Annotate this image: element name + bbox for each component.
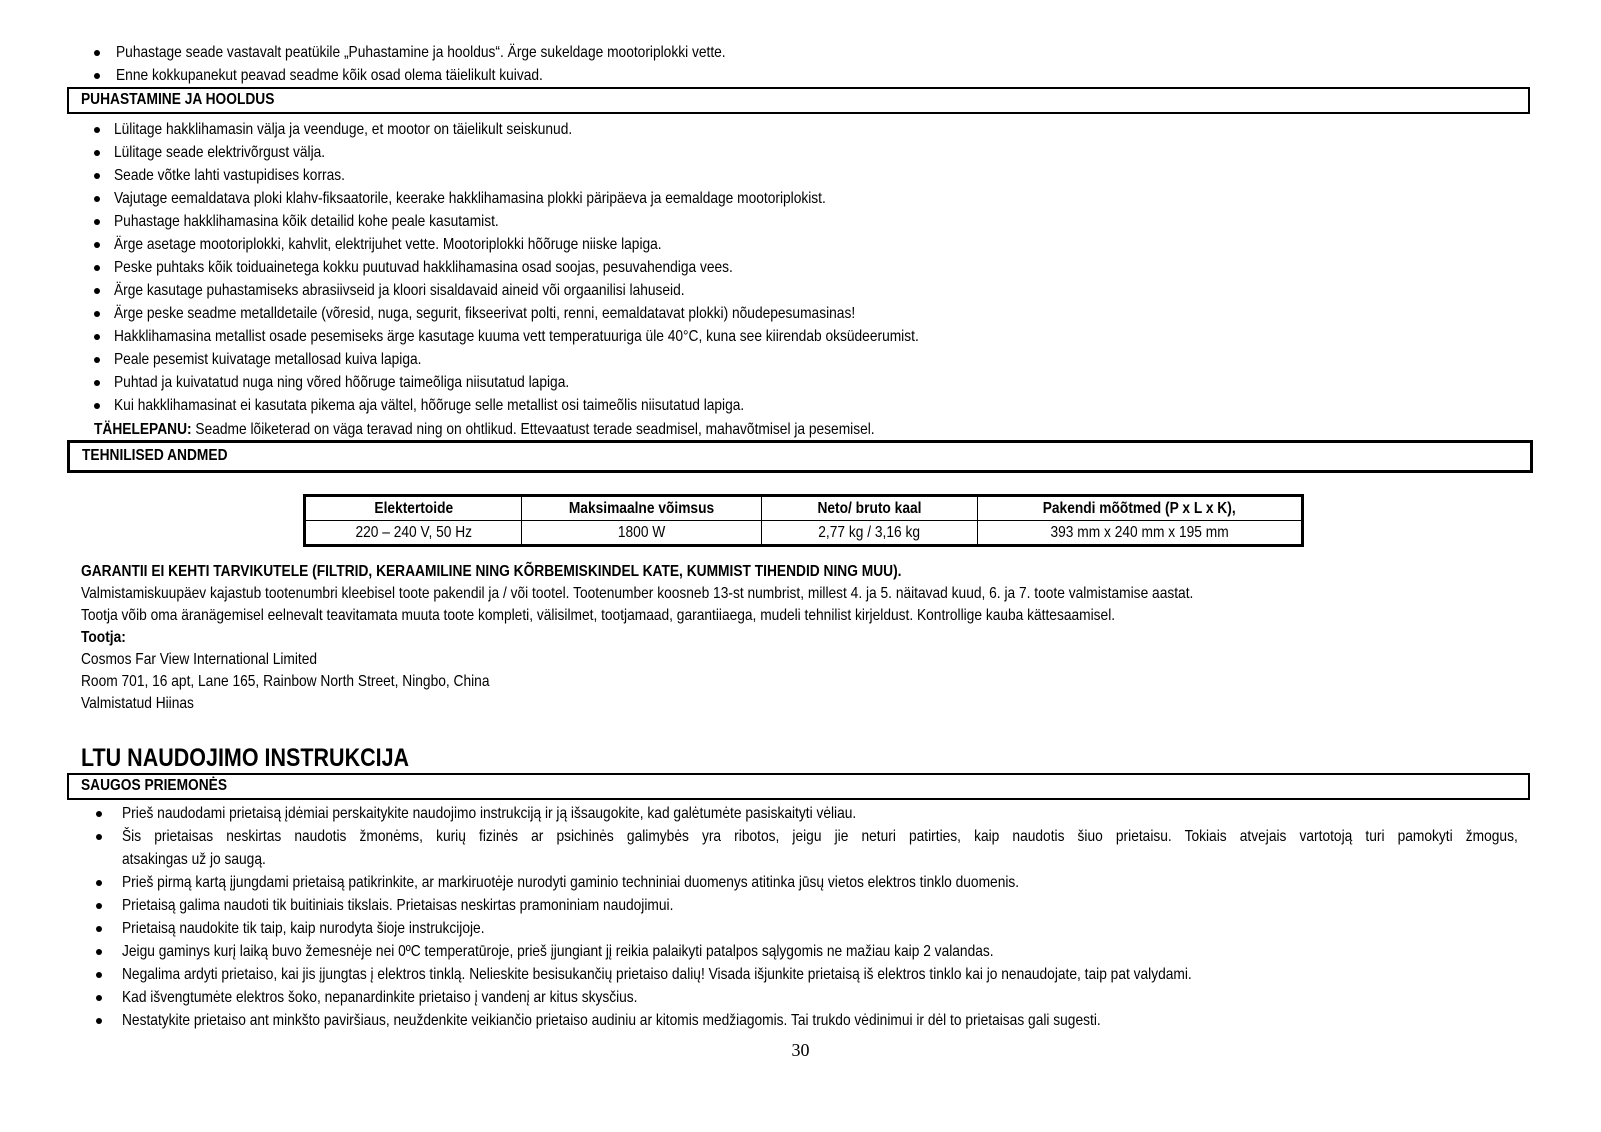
table-cell: 220 – 240 V, 50 Hz	[305, 521, 522, 546]
production-date-info: Valmistamiskuupäev kajastub tootenumbri kleebisel toote pakendil ja / või tootel. Tootenumber koosneb 13-st numbrist, millest 4. ja 5. näitavad kuud, 6. ja 7. toote valmistamise aastat.	[81, 585, 1194, 602]
safety-bullet-list	[96, 802, 1518, 1032]
list-item: Peale pesemist kuivatage metallosad kuiva lapiga.	[90, 348, 1050, 371]
table-header-cell: Elektertoide	[305, 496, 522, 521]
list-item-line: Šis prietaisas neskirtas naudotis žmonėms, kurių fizinės ar psichinės galimybės yra ribotos, jeigu jie neturi patirties, kaip naudotis šiuo prietaisu. Tokiais atvejais vartotoją turi pamokyti žmogus,	[122, 828, 1518, 845]
warranty-notice: GARANTII EI KEHTI TARVIKUTELE (FILTRID, KERAAMILINE NING KÕRBEMISKINDEL KATE, KUMMIST TIHENDID NING MUU).	[81, 563, 902, 580]
table-header-cell: Pakendi mõõtmed (P x L x K),	[978, 496, 1303, 521]
note-label: TÄHELEPANU:	[94, 421, 192, 438]
manufacturer-name: Cosmos Far View International Limited	[81, 651, 318, 668]
list-item: Kad išvengtumėte elektros šoko, nepanardinkite prietaiso į vandenį ar kitus skysčius.	[96, 986, 1518, 1009]
list-item: Lülitage seade elektrivõrgust välja.	[90, 141, 1050, 164]
section-heading-cleaning: PUHASTAMINE JA HOOLDUS	[67, 87, 1530, 114]
manufacturer-address: Room 701, 16 apt, Lane 165, Rainbow North Street, Ningbo, China	[81, 673, 490, 690]
table-cell: 2,77 kg / 3,16 kg	[762, 521, 978, 546]
list-item: Hakklihamasina metallist osade pesemiseks ärge kasutage kuuma vett temperatuuriga üle 40°C, kuna see kiirendab oksüdeerumist.	[90, 325, 1050, 348]
table-header-cell: Neto/ bruto kaal	[762, 496, 978, 521]
list-item	[96, 825, 1518, 871]
section-heading-tech: TEHNILISED ANDMED	[67, 440, 1533, 473]
list-item-line: atsakingas už jo saugą.	[122, 851, 266, 868]
list-item: Prieš naudodami prietaisą įdėmiai perskaitykite naudojimo instrukciją ir ją išsaugokite, kad galėtumėte pasiskaityti vėliau.	[96, 802, 1518, 825]
table-header-row	[305, 496, 1303, 521]
list-item: Jeigu gaminys kurį laiką buvo žemesnėje nei 0ºC temperatūroje, prieš įjungiant jį reikia palaikyti patalpos sąlygomis ne mažiau kaip 2 valandas.	[96, 940, 1518, 963]
list-item: Prieš pirmą kartą įjungdami prietaisą patikrinkite, ar markiruotėje nurodyti gaminio techniniai duomenys atitinka jūsų vietos elektros tinklo duomenis.	[96, 871, 1518, 894]
list-item: Ärge asetage mootoriplokki, kahvlit, elektrijuhet vette. Mootoriplokki hõõruge niiske lapiga.	[90, 233, 1050, 256]
table-header-cell: Maksimaalne võimsus	[522, 496, 762, 521]
list-item: Prietaisą naudokite tik taip, kaip nurodyta šioje instrukcijoje.	[96, 917, 1518, 940]
list-item: Nestatykite prietaiso ant minkšto paviršiaus, neuždenkite veikiančio prietaiso audiniu ar kitomis medžiagomis. Tai trukdo vėdinimui ir dėl to prietaisas gali sugesti.	[96, 1009, 1518, 1032]
list-item: Vajutage eemaldatava ploki klahv-fiksaatorile, keerake hakklihamasina plokki päripäeva ja eemaldage mootoriplokist.	[90, 187, 1050, 210]
table-row	[305, 521, 1303, 546]
list-item: Prietaisą galima naudoti tik buitiniais tikslais. Prietaisas neskirtas pramoniniam naudojimui.	[96, 894, 1518, 917]
page-number: 30	[791, 1040, 810, 1060]
cleaning-bullet-list	[90, 118, 1050, 417]
list-item: Puhtad ja kuivatatud nuga ning võred hõõruge taimeõliga niisutatud lapiga.	[90, 371, 1050, 394]
ltu-title: LTU NAUDOJIMO INSTRUKCIJA	[81, 744, 410, 772]
table-cell: 1800 W	[522, 521, 762, 546]
list-item: Ärge peske seadme metalldetaile (võresid, nuga, segurit, fikseerivat polti, renni, eemaldatavat plokki) nõudepesumasinas!	[90, 302, 1050, 325]
note-text: Seadme lõiketerad on väga teravad ning on ohtlikud. Ettevaatust terade seadmisel, mahavõtmisel ja pesemisel.	[191, 421, 875, 438]
list-item: Lülitage hakklihamasin välja ja veenduge, et mootor on täielikult seiskunud.	[90, 118, 1050, 141]
made-in: Valmistatud Hiinas	[81, 695, 194, 712]
intro-bullet-list	[90, 41, 825, 87]
list-item: Peske puhtaks kõik toiduainetega kokku puutuvad hakklihamasina osad soojas, pesuvahendiga vees.	[90, 256, 1050, 279]
manufacturer-label: Tootja:	[81, 629, 126, 646]
list-item: Kui hakklihamasinat ei kasutata pikema aja vältel, hõõruge selle metallist osi taimeõlis niisutatud lapiga.	[90, 394, 1050, 417]
tech-spec-table	[303, 494, 1304, 547]
list-item: Seade võtke lahti vastupidises korras.	[90, 164, 1050, 187]
list-item: Negalima ardyti prietaiso, kai jis įjungtas į elektros tinklą. Nelieskite besisukančių prietaiso dalių! Visada išjunkite prietaisą iš elektros tinklo kai jo nenaudojate, taip pat valydami.	[96, 963, 1518, 986]
list-item: Puhastage seade vastavalt peatükile „Puhastamine ja hooldus“. Ärge sukeldage mootoriplokki vette.	[90, 41, 825, 64]
section-heading-safety: SAUGOS PRIEMONĖS	[67, 773, 1530, 800]
list-item: Ärge kasutage puhastamiseks abrasiivseid ja kloori sisaldavaid aineid või orgaanilisi lahuseid.	[90, 279, 1050, 302]
table-cell: 393 mm x 240 mm x 195 mm	[978, 521, 1303, 546]
manufacturer-rights-info: Tootja võib oma äranägemisel eelnevalt teavitamata muuta toote kompleti, välisilmet, tootjamaad, garantiiaega, mudeli tehnilist kirjeldust. Kontrollige kauba kättesaamisel.	[81, 607, 1116, 624]
list-item: Enne kokkupanekut peavad seadme kõik osad olema täielikult kuivad.	[90, 64, 825, 87]
cleaning-note	[94, 419, 1002, 441]
list-item: Puhastage hakklihamasina kõik detailid kohe peale kasutamist.	[90, 210, 1050, 233]
